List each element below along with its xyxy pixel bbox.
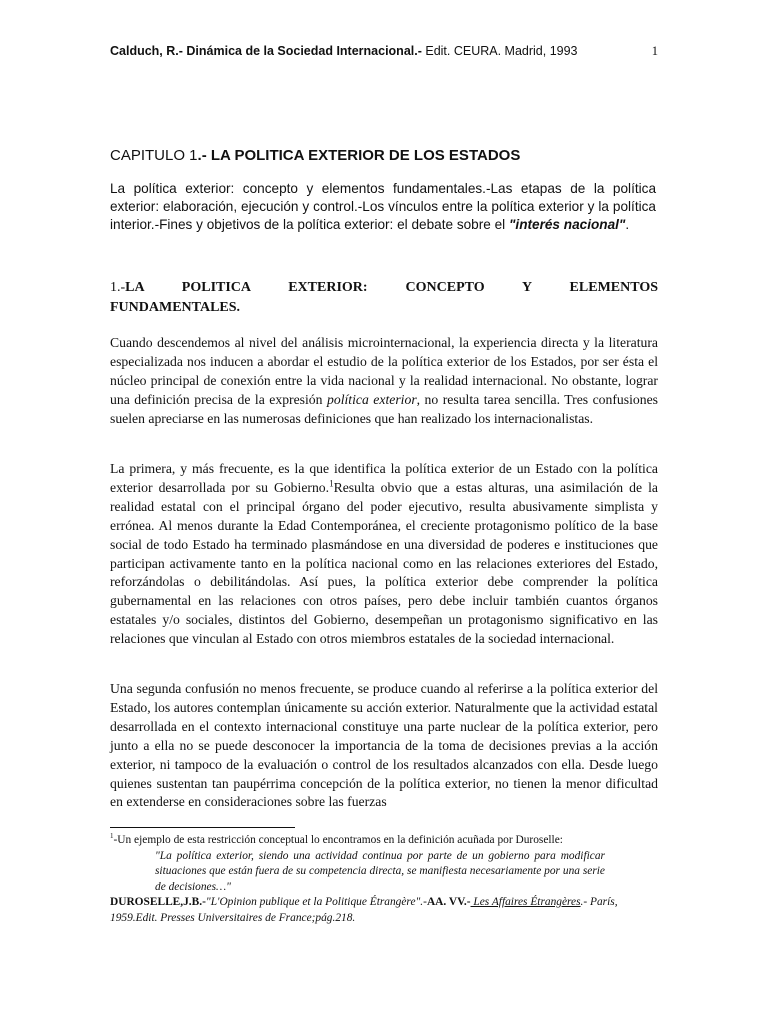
paragraph-1	[110, 334, 658, 429]
citation-aa: AA. VV.-	[426, 896, 471, 908]
chapter-title: .- LA POLITICA EXTERIOR DE LOS ESTADOS	[197, 147, 521, 164]
paragraph-2-text-b: Resulta obvio que a estas alturas, una asimilación de la realidad estatal con el principal órgano del poder ejecutivo, resulta abusivamente simplista y errónea. Al menos durante la Edad Contemporánea, el creciente protagonismo político de la base social de todo Estado ha terminado plasmándose en una diversidad de poderes e instituciones que participan activamente tanto en la política nacional como en las relaciones exteriores del Estado, reforzándolas o debilitándolas. Así pues, la política exterior debe comprender la política gubernamental en las relaciones con otros países, pero debe incluir también cuantos órganos estatales y/o sociales, distintos del Gobierno, desempeñan un protagonismo significativo en las relaciones que vinculan al Estado con otros miembros estatales de la sociedad internacional.	[110, 479, 658, 647]
chapter-summary	[110, 180, 656, 234]
header-author-title: Calduch, R.- Dinámica de la Sociedad Internacional.-	[110, 44, 422, 58]
running-header	[110, 44, 658, 58]
footnote-separator	[110, 827, 295, 828]
citation-author: DUROSELLE,J.B.-	[110, 896, 206, 908]
citation-book: Les Affaires Étrangères	[470, 896, 581, 908]
footnote-citation	[110, 895, 658, 926]
summary-emphasis: "interés nacional"	[508, 217, 626, 232]
chapter-prefix: CAPITULO 1	[110, 147, 198, 164]
paragraph-2	[110, 460, 658, 649]
chapter-heading	[110, 147, 658, 164]
footnote-quote: "La política exterior, siendo una actividad continua por parte de un gobierno para modificar situaciones que están fuera de su competencia directa, se manifiesta necesariamente por una serie de decisiones…"	[155, 849, 605, 893]
citation-rest: .- París, 1959.Edit. Presses Universitaires de France;pág.218.	[110, 896, 618, 924]
header-publisher: Edit. CEURA. Madrid, 1993	[421, 44, 578, 58]
citation-title: "L'Opinion publique et la Politique Étrangère".-	[205, 896, 427, 908]
section-title-line2: FUNDAMENTALES.	[110, 300, 241, 315]
summary-end: .	[625, 217, 630, 232]
summary-text: La política exterior: concepto y elementos fundamentales.-Las etapas de la política exterior: elaboración, ejecución y control.-Los vínculos entre la política exterior y la política interior.-Fines y objetivos de la política exterior: el debate sobre el	[110, 181, 656, 232]
paragraph-1-text-b: , no resulta tarea sencilla. Tres confusiones suelen apreciarse en las numerosas definiciones que han realizado los internacionalistas.	[110, 391, 658, 426]
section-heading	[110, 278, 658, 318]
section-title-line1: LA POLITICA EXTERIOR: CONCEPTO Y ELEMENTOS	[125, 280, 658, 295]
footnote-intro: -Un ejemplo de esta restricción conceptual lo encontramos en la definición acuñada por Duroselle:	[113, 834, 563, 846]
footnote	[110, 833, 658, 926]
page-number: 1	[651, 44, 658, 58]
section-number: 1.-	[110, 280, 126, 295]
footnote-reference[interactable]: 1	[329, 478, 334, 489]
paragraph-1-text-a: Cuando descendemos al nivel del análisis microinternacional, la experiencia directa y la literatura especializada nos inducen a abordar el estudio de la política exterior de los Estados, por ser ésta el núcleo principal de conexión entre la vida nacional y la realidad internacional. No obstante, lograr una definición precisa de la expresión	[110, 335, 658, 407]
paragraph-3: Una segunda confusión no menos frecuente, se produce cuando al referirse a la política exterior del Estado, los autores contemplan únicamente su acción exterior. Naturalmente que la actividad estatal desarrollada en el contexto internacional constituye una parte nuclear de la política exterior, pero junto a ella no se puede desconocer la importancia de la toma de decisiones previas a la acción exterior, ni tampoco de la evaluación o control de los resultados alcanzados con ella. Desde luego quienes sustentan tan paupérrima concepción de la política exterior, no tienen la menor dificultad en extenderse en consideraciones sobre las fuerzas	[110, 681, 658, 810]
footnote-intro-line	[110, 833, 658, 849]
footnote-mark: 1	[110, 832, 114, 841]
paragraph-2-text-a: La primera, y más frecuente, es la que identifica la política exterior de un Estado con la política exterior desarrollada por su Gobierno.	[110, 461, 658, 495]
paragraph-1-italic-term: política exterior	[327, 391, 417, 407]
